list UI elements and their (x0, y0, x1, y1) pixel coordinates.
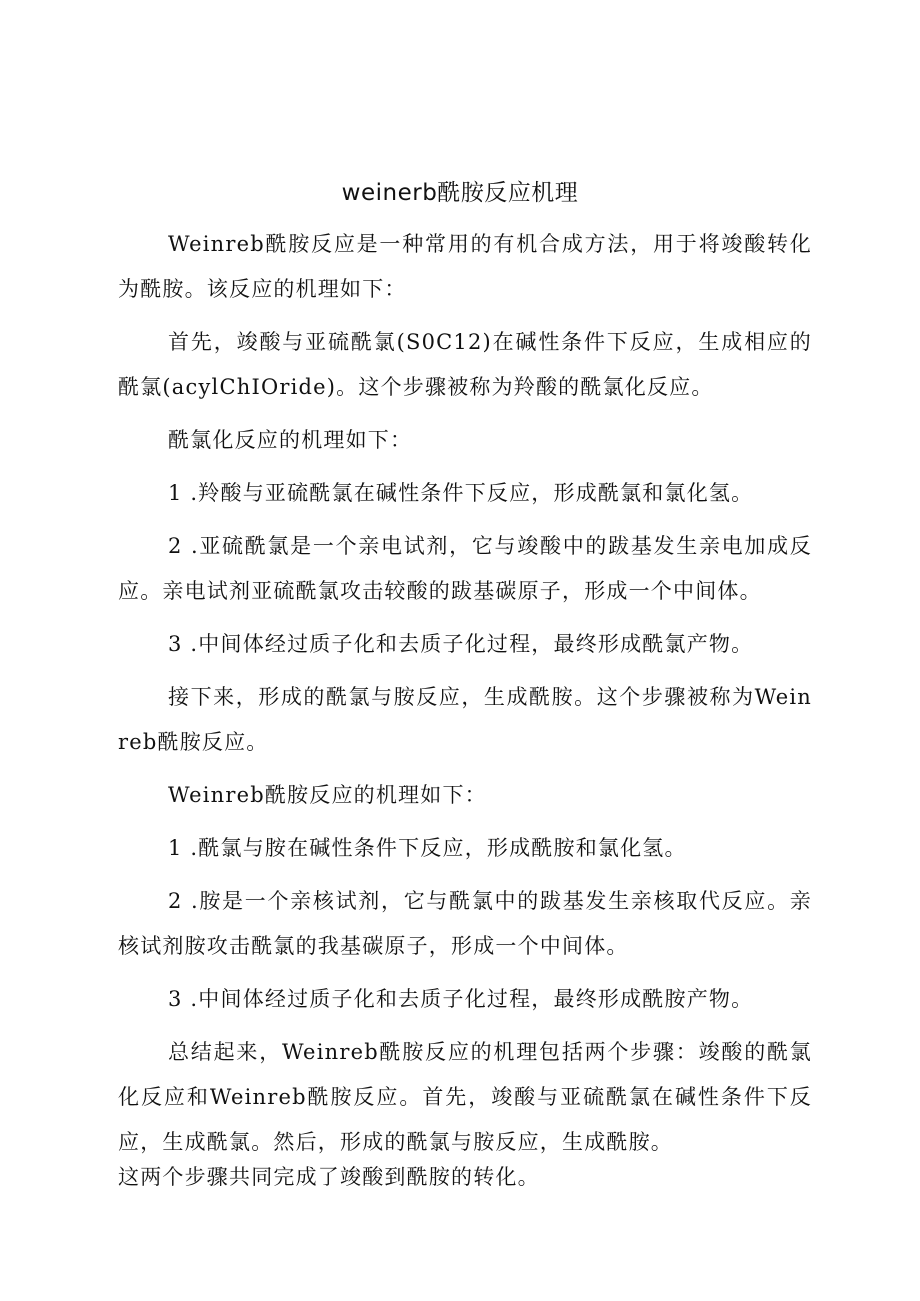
paragraph-next-step: 接下来，形成的酰氯与胺反应，生成酰胺。这个步骤被称为Weinreb酰胺反应。 (118, 685, 812, 754)
paragraph-summary: 总结起来，Weinreb酰胺反应的机理包括两个步骤：竣酸的酰氯化反应和Weinreb酰胺反应。首先，竣酸与亚硫酰氯在碱性条件下反应，生成酰氯。然后，形成的酰氯与胺反应，生成酰胺。 (118, 1040, 812, 1154)
paragraph-amide-step-2: 2 .胺是一个亲核试剂，它与酰氯中的跋基发生亲核取代反应。亲核试剂胺攻击酰氯的我基碳原子，形成一个中间体。 (118, 889, 812, 958)
paragraph-intro: Weinreb酰胺反应是一种常用的有机合成方法，用于将竣酸转化为酰胺。该反应的机理如下： (118, 232, 812, 301)
paragraph-acyl-step-1: 1 .羚酸与亚硫酰氯在碱性条件下反应，形成酰氯和氯化氢。 (168, 481, 754, 505)
paragraph-amide-step-3: 3 .中间体经过质子化和去质子化过程，最终形成酰胺产物。 (168, 987, 754, 1011)
document-title: weinerb酰胺反应机理 (341, 180, 579, 206)
paragraph-acyl-step-3: 3 .中间体经过质子化和去质子化过程，最终形成酰氯产物。 (168, 632, 754, 656)
paragraph-acyl-step-2: 2 .亚硫酰氯是一个亲电试剂，它与竣酸中的跋基发生亲电加成反应。亲电试剂亚硫酰氯攻击较酸的跋基碳原子，形成一个中间体。 (118, 534, 812, 603)
paragraph-acyl-chloride-heading: 酰氯化反应的机理如下： (168, 428, 413, 452)
paragraph-amide-step-1: 1 .酰氯与胺在碱性条件下反应，形成酰胺和氯化氢。 (168, 836, 687, 860)
paragraph-first-step: 首先，竣酸与亚硫酰氯(S0C12)在碱性条件下反应，生成相应的酰氯(acylChIOride)。这个步骤被称为羚酸的酰氯化反应。 (118, 330, 812, 399)
paragraph-closing: 这两个步骤共同完成了竣酸到酰胺的转化。 (118, 1165, 540, 1189)
paragraph-amide-heading: Weinreb酰胺反应的机理如下： (168, 783, 487, 807)
document-body (118, 222, 812, 1203)
